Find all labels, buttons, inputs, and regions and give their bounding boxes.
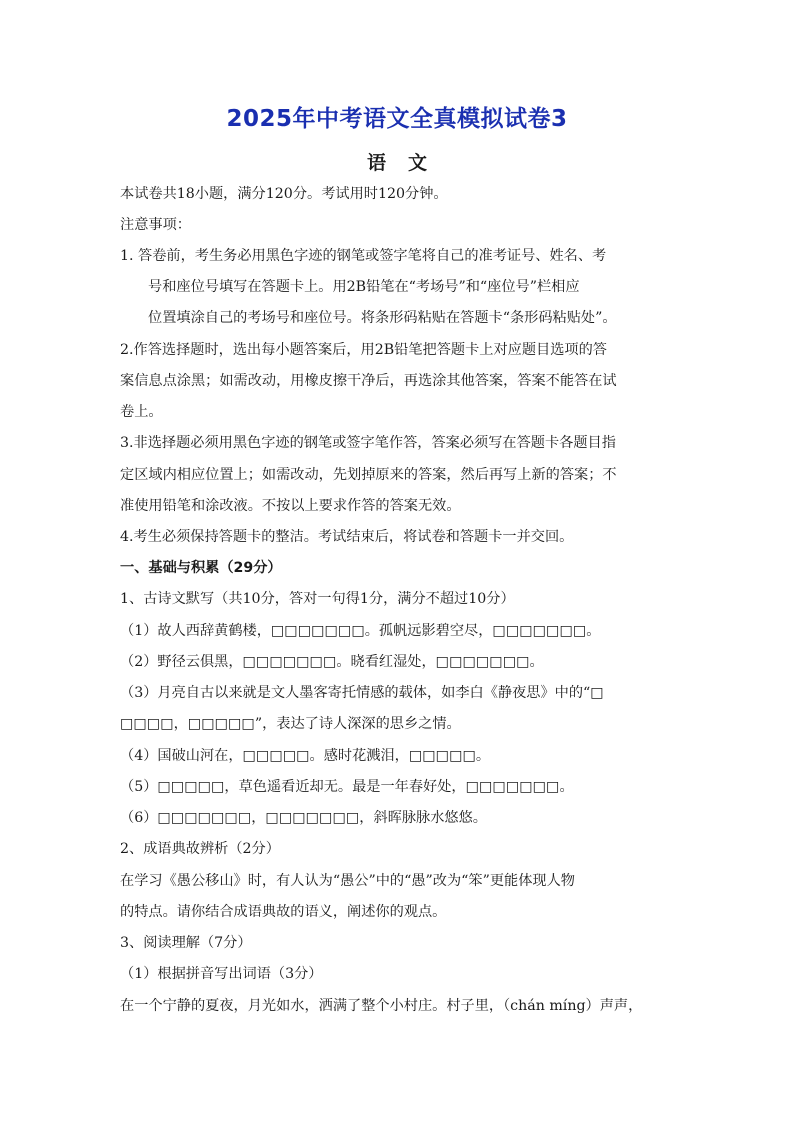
question-1-heading: 1、古诗文默写（共10分，答对一句得1分，满分不超过10分） bbox=[120, 591, 515, 607]
subject-heading: 语文 bbox=[366, 152, 449, 174]
question-1-item-6: （6）□□□□□□□，□□□□□□□，斜晖脉脉水悠悠。 bbox=[120, 810, 487, 826]
section-heading: 一、基础与积累（29分） bbox=[120, 560, 282, 576]
notice-1-line-3: 位置填涂自己的考场号和座位号。将条形码粘贴在答题卡“条形码粘贴处”。 bbox=[148, 310, 617, 326]
notice-4: 4.考生必须保持答题卡的整洁。考试结束后，将试卷和答题卡一并交回。 bbox=[120, 529, 574, 545]
question-1-item-3-line-1: （3）月亮自古以来就是文人墨客寄托情感的载体，如李白《静夜思》中的“□ bbox=[120, 685, 604, 701]
notice-2-line-1: 2.作答选择题时，选出每小题答案后，用2B铅笔把答题卡上对应题目选项的答 bbox=[120, 342, 607, 358]
exam-info: 本试卷共18小题，满分120分。考试用时120分钟。 bbox=[120, 186, 448, 202]
question-2-body-line-2: 的特点。请你结合成语典故的语义，阐述你的观点。 bbox=[120, 904, 447, 920]
question-1-item-4: （4）国破山河在，□□□□□。感时花溅泪，□□□□□。 bbox=[120, 748, 491, 764]
exam-title: 2025年中考语文全真模拟试卷3 bbox=[226, 106, 568, 132]
question-2-heading: 2、成语典故辨析（2分） bbox=[120, 841, 280, 857]
notice-1-line-2: 号和座位号填写在答题卡上。用2B铅笔在“考场号”和“座位号”栏相应 bbox=[148, 279, 580, 295]
notice-2-line-3: 卷上。 bbox=[120, 404, 163, 420]
notice-3-line-3: 准使用铅笔和涂改液。不按以上要求作答的答案无效。 bbox=[120, 498, 461, 514]
question-1-item-5: （5）□□□□□，草色遥看近却无。最是一年春好处，□□□□□□□。 bbox=[120, 779, 574, 795]
question-3-passage-line-1: 在一个宁静的夏夜，月光如水，洒满了整个小村庄。村子里，（chán míng）声声， bbox=[120, 998, 643, 1014]
notice-3-line-2: 定区域内相应位置上；如需改动，先划掉原来的答案，然后再写上新的答案；不 bbox=[120, 467, 617, 483]
notice-1-line-1: 1. 答卷前，考生务必用黑色字迹的钢笔或签字笔将自己的准考证号、姓名、考 bbox=[120, 248, 607, 264]
question-3-sub-1: （1）根据拼音写出词语（3分） bbox=[120, 966, 323, 982]
notice-3-line-1: 3.非选择题必须用黑色字迹的钢笔或签字笔作答，答案必须写在答题卡各题目指 bbox=[120, 435, 616, 451]
question-1-item-3-line-2: □□□□，□□□□□”，表达了诗人深深的思乡之情。 bbox=[120, 716, 461, 732]
notice-heading: 注意事项： bbox=[120, 217, 191, 233]
notice-2-line-2: 案信息点涂黑；如需改动，用橡皮擦干净后，再选涂其他答案，答案不能答在试 bbox=[120, 373, 617, 389]
question-3-heading: 3、阅读理解（7分） bbox=[120, 935, 252, 951]
question-2-body-line-1: 在学习《愚公移山》时，有人认为“愚公”中的“愚”改为“笨”更能体现人物 bbox=[120, 873, 575, 889]
question-1-item-2: （2）野径云俱黑，□□□□□□□。晓看红湿处，□□□□□□□。 bbox=[120, 654, 544, 670]
question-1-item-1: （1）故人西辞黄鹤楼，□□□□□□□。孤帆远影碧空尽，□□□□□□□。 bbox=[120, 623, 601, 639]
